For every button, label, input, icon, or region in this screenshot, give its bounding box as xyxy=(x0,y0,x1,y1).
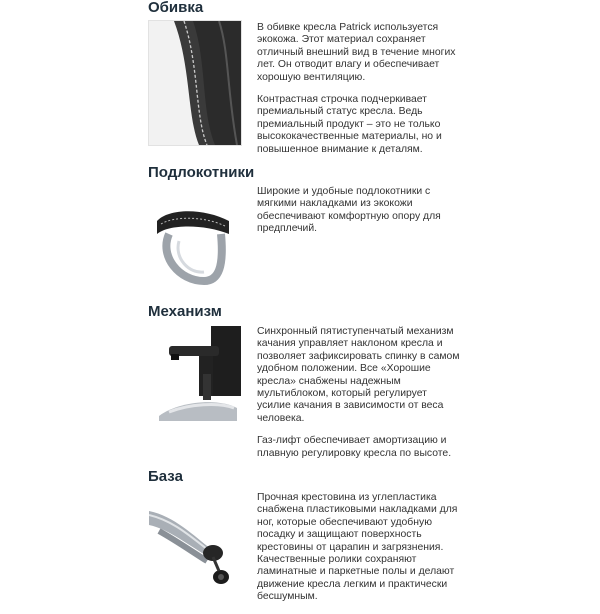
section-text xyxy=(257,326,462,470)
section-title: Подлокотники xyxy=(148,164,255,181)
section-title: База xyxy=(148,468,183,485)
section-text xyxy=(257,22,462,166)
paragraph: Синхронный пятиступенчатый механизм качания управляет наклоном кресла и позволяет зафиксировать спинку в самом удобном положении. Все «Хорошие кресла» снабжены надежным мультиблоком, который регулирует усилие качания в зависимости от веса человека. xyxy=(257,326,460,424)
section-title: Обивка xyxy=(148,0,204,16)
section-text xyxy=(257,186,462,246)
paragraph: Прочная крестовина из углепластика снабжена пластиковыми накладками для ног, которые обеспечивают удобную посадку и защищают поверхность крестовины от царапин и загрязнения. Качественные ролики сохраняют ламинатные и паркетные полы и делают движение кресла легким и практически бесшумным. xyxy=(257,492,458,603)
paragraph: Широкие и удобные подлокотники с мягкими накладками из экокожи обеспечивают комфортную опору для предплечий. xyxy=(257,186,441,235)
tilt-mechanism-image xyxy=(148,325,242,425)
paragraph: Контрастная строчка подчеркивает премиальный статус кресла. Ведь премиальный продукт – это не только высококачественные материалы, но и повышенное внимание к деталям. xyxy=(257,94,442,155)
section-text xyxy=(257,492,462,614)
leather-seat-image xyxy=(148,20,242,146)
chair-base-image xyxy=(148,490,242,588)
paragraph: В обивке кресла Patrick используется экокожа. Этот материал сохраняет отличный внешний вид в течение многих лет. Он отводит влагу и обеспечивает хорошую вентиляцию. xyxy=(257,22,456,83)
paragraph: Газ-лифт обеспечивает амортизацию и плавную регулировку кресла по высоте. xyxy=(257,435,452,459)
armrest-image xyxy=(148,185,242,287)
section-title: Механизм xyxy=(148,303,222,320)
